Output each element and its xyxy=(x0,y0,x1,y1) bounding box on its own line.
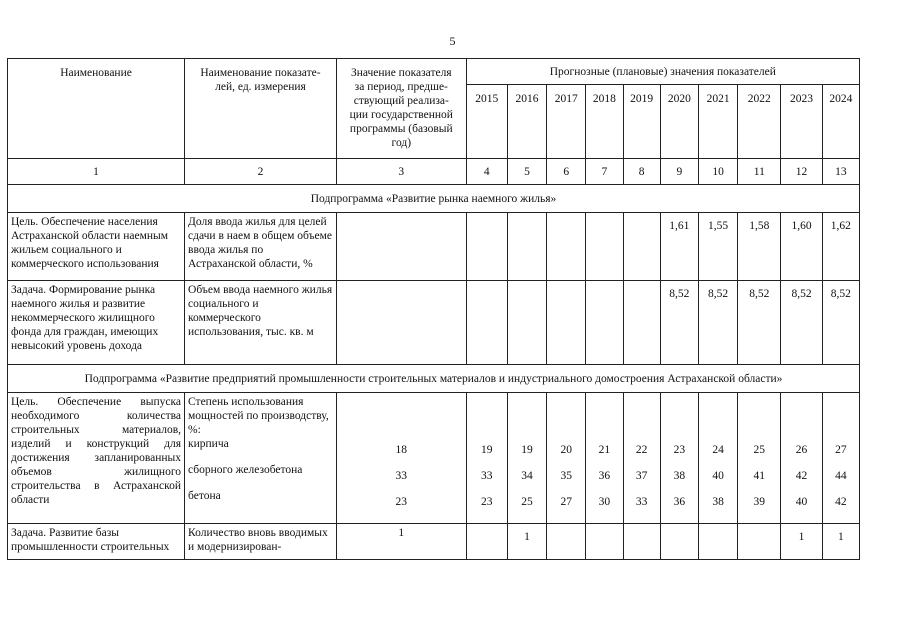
value-cell xyxy=(738,524,781,560)
table-row xyxy=(8,281,860,365)
value-cell xyxy=(547,213,586,281)
value-cell xyxy=(623,213,660,281)
value-cell: 1,61 xyxy=(660,213,698,281)
value-cell: 19 33 23 xyxy=(466,393,507,524)
section-title: Подпрограмма «Развитие предприятий промышленности строительных материалов и индустриального домостроения Астраханской области» xyxy=(8,365,860,393)
col-number: 5 xyxy=(507,159,546,185)
indicator-heading: Степень использования мощностей по производству, %: xyxy=(188,396,329,436)
value-cell xyxy=(660,524,698,560)
year-2024: 2024 xyxy=(822,85,859,159)
year-2023: 2023 xyxy=(781,85,822,159)
row-name: Задача. Развитие базы промышленности строительных xyxy=(8,524,185,560)
col-number: 4 xyxy=(466,159,507,185)
section-title: Подпрограмма «Развитие рынка наемного жилья» xyxy=(8,185,860,213)
col-number: 12 xyxy=(781,159,822,185)
col-number: 8 xyxy=(623,159,660,185)
year-2022: 2022 xyxy=(738,85,781,159)
value-cell: 8,52 xyxy=(738,281,781,365)
value-cell xyxy=(586,281,623,365)
row-indicator: Доля ввода жилья для целей сдачи в наем в общем объеме ввода жилья по Астраханской области, % xyxy=(185,213,337,281)
row-indicator xyxy=(185,393,337,524)
value-cell: 23 38 36 xyxy=(660,393,698,524)
row-name: Цель. Обеспечение выпуска необходимого количества строительных материалов, изделий и конструкций для достижения запланированных объемов жилищного строительства в Астраханской области xyxy=(8,393,185,524)
header-indicator: Наименование показате- лей, ед. измерения xyxy=(185,59,337,159)
row-name: Цель. Обеспечение населения Астраханской области наемным жильем социального и коммерческого использования xyxy=(8,213,185,281)
col-number: 7 xyxy=(586,159,623,185)
value-cell: 8,52 xyxy=(781,281,822,365)
indicators-table xyxy=(7,58,860,560)
value-cell: 20 35 27 xyxy=(547,393,586,524)
value-cell xyxy=(586,524,623,560)
sub-label: бетона xyxy=(188,490,221,502)
value-cell: 8,52 xyxy=(698,281,737,365)
col-number: 13 xyxy=(822,159,859,185)
sub-label: сборного железобетона xyxy=(188,464,303,476)
year-2016: 2016 xyxy=(507,85,546,159)
table-row xyxy=(8,393,860,524)
value-cell xyxy=(623,281,660,365)
column-number-row xyxy=(8,159,860,185)
value-cell: 1 xyxy=(781,524,822,560)
row-base-value xyxy=(336,281,466,365)
col-number: 10 xyxy=(698,159,737,185)
row-indicator: Объем ввода наемного жилья социального и коммерческого использования, тыс. кв. м xyxy=(185,281,337,365)
header-name: Наименование xyxy=(8,59,185,159)
value-cell xyxy=(507,281,546,365)
value-cell: 8,52 xyxy=(822,281,859,365)
year-2019: 2019 xyxy=(623,85,660,159)
value-cell: 1,55 xyxy=(698,213,737,281)
value-cell xyxy=(586,213,623,281)
row-base-value xyxy=(336,213,466,281)
value-cell: 8,52 xyxy=(660,281,698,365)
col-number: 11 xyxy=(738,159,781,185)
value-cell xyxy=(698,524,737,560)
header-forecast: Прогнозные (плановые) значения показателей xyxy=(466,59,859,85)
value-cell: 22 37 33 xyxy=(623,393,660,524)
value-cell xyxy=(547,524,586,560)
value-cell: 21 36 30 xyxy=(586,393,623,524)
year-2015: 2015 xyxy=(466,85,507,159)
value-cell: 26 42 40 xyxy=(781,393,822,524)
year-2017: 2017 xyxy=(547,85,586,159)
value-cell: 1,62 xyxy=(822,213,859,281)
col-number: 1 xyxy=(8,159,185,185)
value-cell: 1 xyxy=(507,524,546,560)
row-base-value: 18 33 23 xyxy=(336,393,466,524)
value-cell xyxy=(466,524,507,560)
table-row xyxy=(8,524,860,560)
year-2018: 2018 xyxy=(586,85,623,159)
value-cell: 24 40 38 xyxy=(698,393,737,524)
year-2021: 2021 xyxy=(698,85,737,159)
value-cell xyxy=(466,281,507,365)
value-cell xyxy=(466,213,507,281)
year-2020: 2020 xyxy=(660,85,698,159)
value-cell: 25 41 39 xyxy=(738,393,781,524)
page-number: 5 xyxy=(449,34,456,48)
table-row xyxy=(8,213,860,281)
row-name: Задача. Формирование рынка наемного жилья и развитие некоммерческого жилищного фонда для граждан, имеющих невысокий уровень дохода xyxy=(8,281,185,365)
header-base-value: Значение показателя за период, предше- ствующий реализа- ции государственной программы (базовый год) xyxy=(336,59,466,159)
value-cell: 27 44 42 xyxy=(822,393,859,524)
value-cell: 1,58 xyxy=(738,213,781,281)
value-cell xyxy=(547,281,586,365)
value-cell xyxy=(623,524,660,560)
row-indicator: Количество вновь вводимых и модернизирован- xyxy=(185,524,337,560)
col-number: 2 xyxy=(185,159,337,185)
col-number: 9 xyxy=(660,159,698,185)
value-cell: 19 34 25 xyxy=(507,393,546,524)
value-cell: 1 xyxy=(822,524,859,560)
sub-label: кирпича xyxy=(188,438,229,450)
value-cell xyxy=(507,213,546,281)
col-number: 6 xyxy=(547,159,586,185)
row-base-value: 1 xyxy=(336,524,466,560)
col-number: 3 xyxy=(336,159,466,185)
value-cell: 1,60 xyxy=(781,213,822,281)
